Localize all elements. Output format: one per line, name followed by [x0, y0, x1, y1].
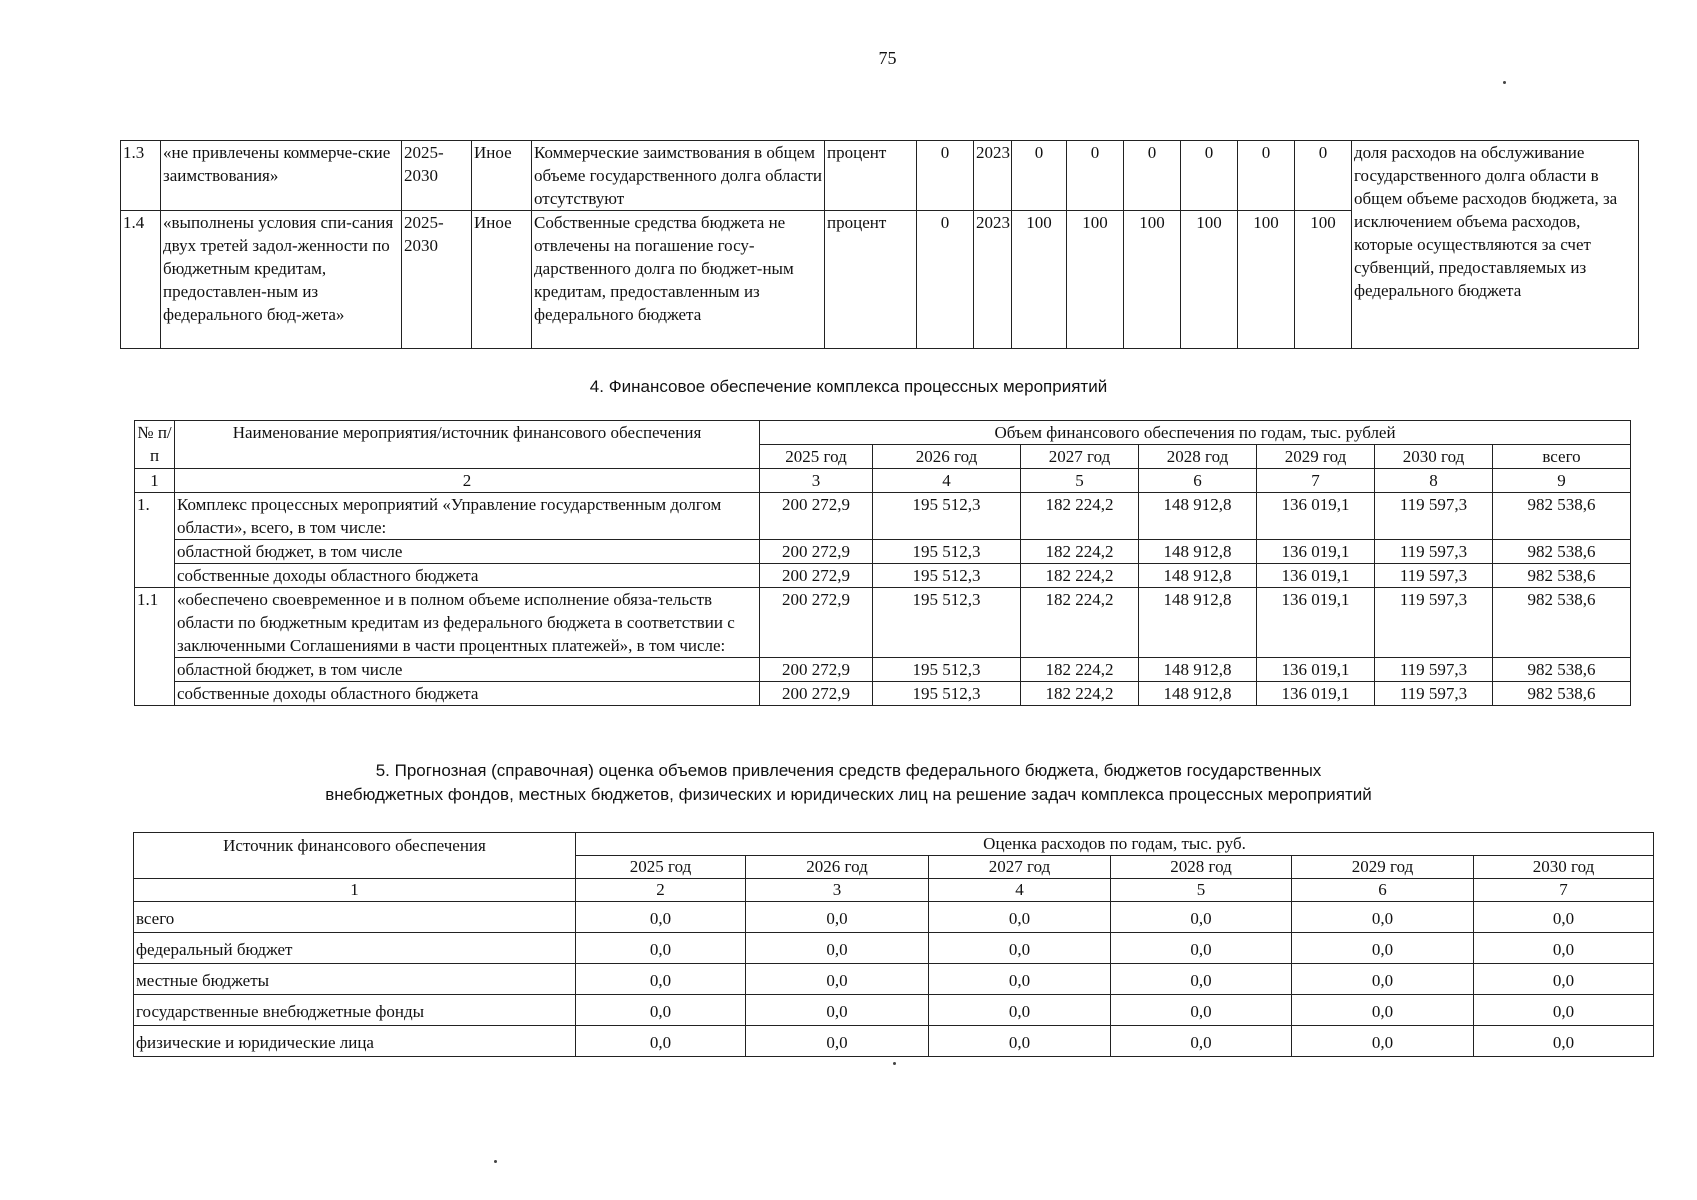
result-characteristic: Коммерческие заимствования в общем объеме государственного долга области отсутствуют [532, 141, 825, 211]
value-cell: 119 597,3 [1375, 540, 1493, 564]
value-cell: 200 272,9 [760, 564, 873, 588]
header-year: 2025 год [576, 856, 746, 879]
table-row [135, 493, 1631, 540]
value-cell: 0,0 [746, 964, 929, 995]
value-cell: 0,0 [746, 1026, 929, 1057]
result-type: Иное [472, 211, 532, 349]
value-2028: 100 [1181, 211, 1238, 349]
table-row [134, 933, 1654, 964]
table-header-row [134, 833, 1654, 856]
column-number: 1 [135, 469, 175, 493]
value-cell: 200 272,9 [760, 588, 873, 658]
table-row [134, 1026, 1654, 1057]
column-number: 6 [1292, 879, 1474, 902]
column-number: 3 [746, 879, 929, 902]
table-row [135, 588, 1631, 658]
value-cell: 182 224,2 [1021, 564, 1139, 588]
result-unit: процент [825, 141, 917, 211]
value-cell: 982 538,6 [1493, 682, 1631, 706]
source-name: местные бюджеты [134, 964, 576, 995]
linked-indicator: доля расходов на обслуживание государственного долга области в общем объеме расходов бюджета, за исключением объема расходов, которые осуществляются за счет субвенций, предоставляемых из федерального бюджета [1352, 141, 1639, 349]
value-cell: 119 597,3 [1375, 493, 1493, 540]
value-cell: 148 912,8 [1139, 540, 1257, 564]
value-cell: 0,0 [746, 902, 929, 933]
column-number: 5 [1111, 879, 1292, 902]
value-cell: 200 272,9 [760, 493, 873, 540]
value-cell: 136 019,1 [1257, 682, 1375, 706]
header-year: 2028 год [1139, 445, 1257, 469]
value-cell: 119 597,3 [1375, 564, 1493, 588]
value-cell: 195 512,3 [873, 564, 1021, 588]
value-cell: 0,0 [576, 1026, 746, 1057]
value-cell: 136 019,1 [1257, 493, 1375, 540]
value-2029: 0 [1238, 141, 1295, 211]
header-source: Источник финансового обеспечения [134, 833, 576, 879]
value-cell: 0,0 [929, 1026, 1111, 1057]
table-row [135, 658, 1631, 682]
value-2027: 0 [1124, 141, 1181, 211]
value-cell: 982 538,6 [1493, 564, 1631, 588]
value-2030: 0 [1295, 141, 1352, 211]
value-2027: 100 [1124, 211, 1181, 349]
value-cell: 982 538,6 [1493, 588, 1631, 658]
header-name: Наименование мероприятия/источник финансового обеспечения [175, 421, 760, 469]
result-name: «выполнены условия спи-сания двух третей задол-женности по бюджетным кредитам, предоставлен-ным из федерального бюд-жета» [161, 211, 402, 349]
value-cell: 0,0 [1111, 902, 1292, 933]
value-cell: 0,0 [576, 902, 746, 933]
header-year: 2030 год [1474, 856, 1654, 879]
column-number: 9 [1493, 469, 1631, 493]
header-total: всего [1493, 445, 1631, 469]
value-cell: 182 224,2 [1021, 682, 1139, 706]
scan-speck [893, 1062, 896, 1065]
value-cell: 0,0 [1111, 1026, 1292, 1057]
value-cell: 195 512,3 [873, 588, 1021, 658]
value-2029: 100 [1238, 211, 1295, 349]
value-cell: 0,0 [746, 933, 929, 964]
value-cell: 148 912,8 [1139, 564, 1257, 588]
row-name: областной бюджет, в том числе [175, 540, 760, 564]
value-cell: 136 019,1 [1257, 540, 1375, 564]
table-row [134, 995, 1654, 1026]
value-cell: 0,0 [576, 933, 746, 964]
value-cell: 195 512,3 [873, 540, 1021, 564]
row-number: 1.4 [121, 211, 161, 349]
value-cell: 0,0 [1292, 902, 1474, 933]
row-number: 1.1 [135, 588, 175, 706]
row-number: 1.3 [121, 141, 161, 211]
header-year: 2026 год [873, 445, 1021, 469]
result-type: Иное [472, 141, 532, 211]
financing-table [134, 420, 1631, 706]
column-number: 4 [929, 879, 1111, 902]
table-row [134, 902, 1654, 933]
value-cell: 0,0 [1292, 1026, 1474, 1057]
row-name: областной бюджет, в том числе [175, 658, 760, 682]
header-volume: Объем финансового обеспечения по годам, тыс. рублей [760, 421, 1631, 445]
value-cell: 195 512,3 [873, 682, 1021, 706]
column-number: 6 [1139, 469, 1257, 493]
row-name: Комплекс процессных мероприятий «Управление государственным долгом области», всего, в том числе: [175, 493, 760, 540]
column-number: 1 [134, 879, 576, 902]
result-period: 2025-2030 [402, 141, 472, 211]
base-value: 0 [917, 141, 974, 211]
value-cell: 0,0 [1111, 933, 1292, 964]
value-cell: 0,0 [1474, 933, 1654, 964]
value-cell: 0,0 [929, 964, 1111, 995]
header-year: 2029 год [1257, 445, 1375, 469]
value-cell: 200 272,9 [760, 540, 873, 564]
value-cell: 0,0 [576, 964, 746, 995]
value-cell: 136 019,1 [1257, 658, 1375, 682]
results-table-continuation [120, 140, 1639, 349]
value-cell: 0,0 [929, 995, 1111, 1026]
base-year: 2023 [974, 211, 1012, 349]
base-value: 0 [917, 211, 974, 349]
result-period: 2025-2030 [402, 211, 472, 349]
result-unit: процент [825, 211, 917, 349]
value-2026: 100 [1067, 211, 1124, 349]
header-year: 2030 год [1375, 445, 1493, 469]
column-number: 7 [1474, 879, 1654, 902]
value-cell: 119 597,3 [1375, 682, 1493, 706]
row-name: собственные доходы областного бюджета [175, 682, 760, 706]
value-cell: 195 512,3 [873, 658, 1021, 682]
table-row [134, 964, 1654, 995]
value-cell: 0,0 [929, 933, 1111, 964]
value-cell: 182 224,2 [1021, 540, 1139, 564]
source-name: государственные внебюджетные фонды [134, 995, 576, 1026]
value-cell: 0,0 [576, 995, 746, 1026]
value-cell: 119 597,3 [1375, 588, 1493, 658]
header-year: 2025 год [760, 445, 873, 469]
column-number-row [135, 469, 1631, 493]
value-2030: 100 [1295, 211, 1352, 349]
value-cell: 0,0 [1292, 964, 1474, 995]
value-cell: 0,0 [1292, 933, 1474, 964]
value-cell: 982 538,6 [1493, 658, 1631, 682]
header-year: 2027 год [1021, 445, 1139, 469]
column-number: 4 [873, 469, 1021, 493]
table-row [135, 682, 1631, 706]
value-cell: 148 912,8 [1139, 682, 1257, 706]
row-number: 1. [135, 493, 175, 588]
value-cell: 0,0 [1474, 902, 1654, 933]
value-2026: 0 [1067, 141, 1124, 211]
scan-speck [494, 1160, 497, 1163]
value-cell: 200 272,9 [760, 658, 873, 682]
value-cell: 0,0 [929, 902, 1111, 933]
value-cell: 0,0 [1474, 995, 1654, 1026]
value-cell: 136 019,1 [1257, 564, 1375, 588]
column-number: 3 [760, 469, 873, 493]
value-2025: 100 [1012, 211, 1067, 349]
value-2025: 0 [1012, 141, 1067, 211]
result-name: «не привлечены коммерче-ские заимствования» [161, 141, 402, 211]
table-header-row [135, 421, 1631, 445]
value-cell: 195 512,3 [873, 493, 1021, 540]
column-number-row [134, 879, 1654, 902]
value-cell: 0,0 [1111, 964, 1292, 995]
column-number: 2 [175, 469, 760, 493]
value-cell: 982 538,6 [1493, 493, 1631, 540]
value-cell: 148 912,8 [1139, 588, 1257, 658]
value-cell: 182 224,2 [1021, 658, 1139, 682]
value-cell: 0,0 [1111, 995, 1292, 1026]
row-name: «обеспечено своевременное и в полном объеме исполнение обяза-тельств области по бюджетным кредитам из федерального бюджета в соответствии с заключенными Соглашениями в части процентных платежей», в том числе: [175, 588, 760, 658]
value-cell: 982 538,6 [1493, 540, 1631, 564]
source-name: всего [134, 902, 576, 933]
section-5-title [0, 759, 1697, 807]
table-row [135, 564, 1631, 588]
source-name: физические и юридические лица [134, 1026, 576, 1057]
table-row [135, 540, 1631, 564]
header-estimate: Оценка расходов по годам, тыс. руб. [576, 833, 1654, 856]
value-cell: 0,0 [1474, 964, 1654, 995]
section-4-title: 4. Финансовое обеспечение комплекса процессных мероприятий [589, 377, 1108, 396]
header-year: 2028 год [1111, 856, 1292, 879]
header-number: № п/п [135, 421, 175, 469]
value-cell: 182 224,2 [1021, 493, 1139, 540]
section-5-title-line1: 5. Прогнозная (справочная) оценка объемов привлечения средств федерального бюджета, бюджетов государственных [375, 761, 1322, 780]
section-5-title-line2: внебюджетных фондов, местных бюджетов, физических и юридических лиц на решение задач комплекса процессных мероприятий [325, 785, 1372, 804]
table-row [121, 141, 1639, 211]
column-number: 2 [576, 879, 746, 902]
value-cell: 119 597,3 [1375, 658, 1493, 682]
value-cell: 148 912,8 [1139, 658, 1257, 682]
scan-speck [1503, 81, 1506, 84]
value-cell: 182 224,2 [1021, 588, 1139, 658]
value-cell: 136 019,1 [1257, 588, 1375, 658]
base-year: 2023 [974, 141, 1012, 211]
page-number: 75 [878, 48, 897, 68]
forecast-table [133, 832, 1654, 1057]
header-year: 2029 год [1292, 856, 1474, 879]
value-cell: 0,0 [746, 995, 929, 1026]
value-cell: 0,0 [1292, 995, 1474, 1026]
source-name: федеральный бюджет [134, 933, 576, 964]
value-cell: 0,0 [1474, 1026, 1654, 1057]
column-number: 7 [1257, 469, 1375, 493]
row-name: собственные доходы областного бюджета [175, 564, 760, 588]
result-characteristic: Собственные средства бюджета не отвлечены на погашение госу-дарственного долга по бюджет-ным кредитам, предоставленным из федерального бюджета [532, 211, 825, 349]
header-year: 2027 год [929, 856, 1111, 879]
column-number: 8 [1375, 469, 1493, 493]
value-2028: 0 [1181, 141, 1238, 211]
column-number: 5 [1021, 469, 1139, 493]
value-cell: 148 912,8 [1139, 493, 1257, 540]
header-year: 2026 год [746, 856, 929, 879]
value-cell: 200 272,9 [760, 682, 873, 706]
